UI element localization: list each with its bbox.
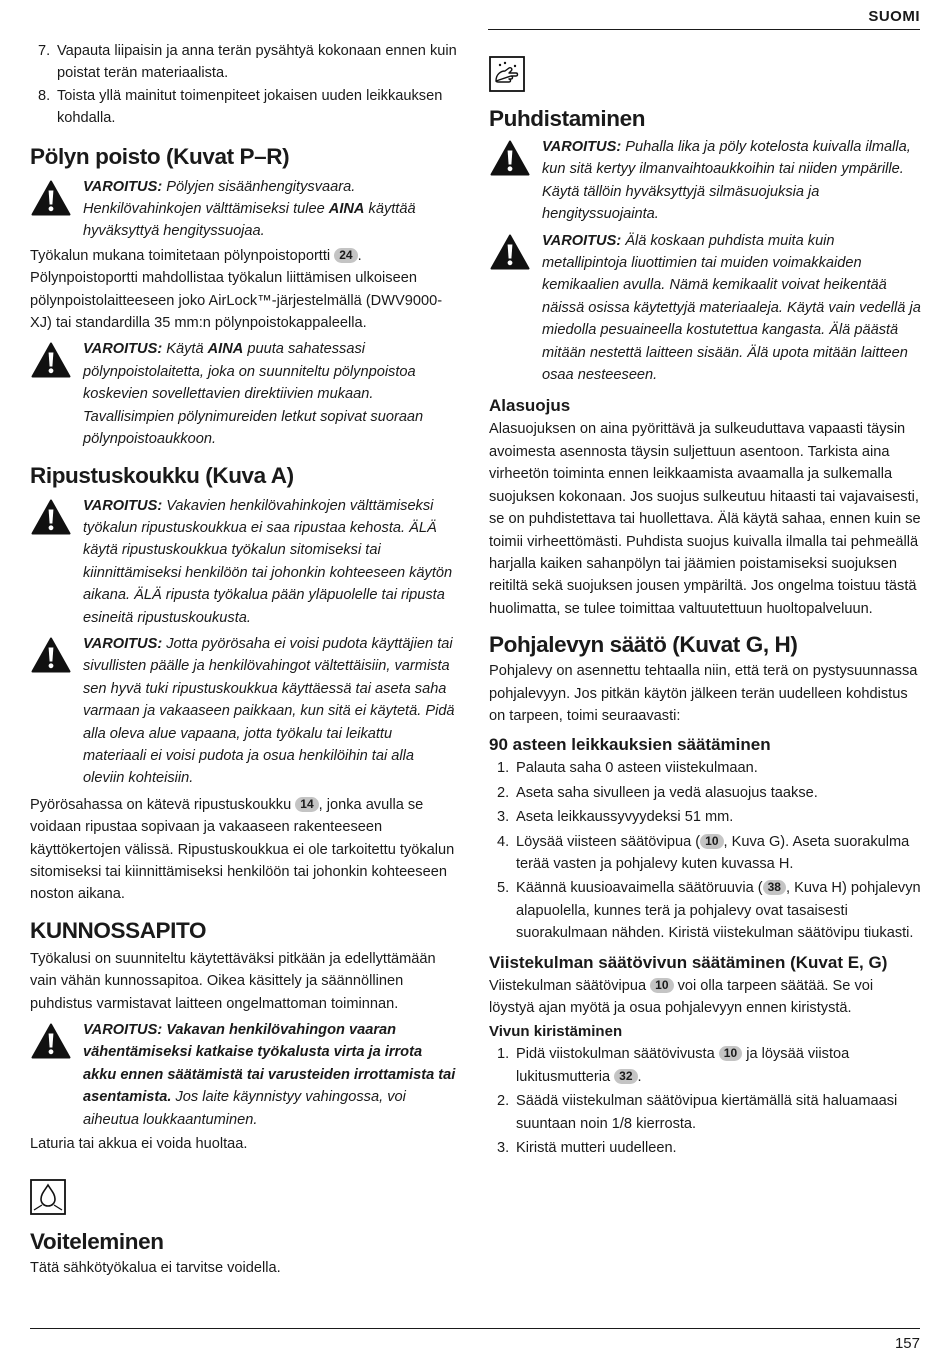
part-reference-badge: 10 [700, 834, 723, 849]
hang-hook-heading: Ripustuskoukku (Kuva A) [30, 462, 294, 488]
lever-tightening-heading: Vivun kiristäminen [489, 1023, 623, 1041]
warning-block: VAROITUS: Älä koskaan puhdista muita kuin metallipintoja liuottimien tai muiden voimakkaiden kemikaalien avulla. Nämä kemikaalit voivat heikentää näissä osissa käytettyjä materiaaleja. Käytä vain vedellä ja miedolla pesuaineella kostutettua kangasta. Älä päästä mitään nestettä laitteen sisään. Älä upota mitään laitteen osaa nesteeseen. [489, 230, 921, 387]
paragraph: Viistekulman säätövipua 10 voi olla tarpeen säätää. Se voi löystyä ajan myötä ja osua pohjalevyyn ennen kiristystä. [489, 977, 874, 1016]
list-item: 3. Kiristä mutteri uudelleen. [497, 1140, 677, 1157]
part-reference-badge: 24 [334, 248, 357, 263]
warning-icon [31, 637, 71, 673]
paragraph: Pyörösahassa on kätevä ripustuskoukku 14 , jonka avulla se voidaan ripustaa sopivaan ja vakaaseen rakenteeseen käyttökertojen välissä. Ripustuskoukkua ei ole tarkoitettu työkalun sitomiseksi tai kiinnittämiseksi henkilöön tai johonkin kohteeseen noston aikana. [30, 796, 455, 903]
part-reference-badge: 14 [295, 797, 318, 812]
page-number: 157 [894, 1335, 920, 1352]
paragraph: Pölynpoistoportti mahdollistaa työkalun liittämisen ulkoiseen pölynpoistolaitteeseen joko AirLock™-järjestelmällä (DWV9000-XJ) tai standardilla 35 mm:n pölynpoistokappaleella. [30, 270, 443, 332]
right-column [489, 40, 921, 1159]
paragraph: Alasuojuksen on aina pyörittävä ja sulkeuduttava vapaasti täysin avoimesta asennosta täysin suljettuun asentoon. Tarkista aina virheetön toiminta ennen leikkaamista avaamalla ja sulkemalla suojuksen kokonaan. Jos suojus sulkeutuu hitaasti tai vajavaisesti, se on puhdistettava tai huollettava. Älä käytä sahaa, ennen kuin se toimii virheettömästi. Puhdista suojus kuivalla ilmalla tai pehmeällä harjalla kaiken sahanpölyn tai jäämien poistamiseksi suojuksen reitiltä sekä suojuksen jousen ympäriltä. Jos ongelma toistuu tästä huolimatta, se tulee toimittaa valtuutettuun huoltopalveluun. [489, 421, 921, 617]
paragraph: Työkalun mukana toimitetaan pölynpoistoportti 24 . [30, 247, 362, 264]
list-item: 4. Löysää viisteen säätövipua ( 10 , Kuva G). Aseta suorakulma terää vasten ja pohjalevy kuten kuvassa H. [497, 833, 910, 872]
part-reference-badge: 38 [763, 880, 786, 895]
warning-block: VAROITUS: Pölyjen sisäänhengitysvaara. Henkilövahinkojen välttämiseksi tulee AINA käyttää hyväksyttyä hengityssuojaa. [30, 176, 458, 243]
page-language: SUOMI [868, 8, 920, 25]
warning-icon [490, 234, 530, 270]
shoe-adjustment-heading: Pohjalevyn säätö (Kuvat G, H) [489, 632, 798, 658]
warning-icon [31, 342, 71, 378]
list-item: 1. Pidä viistokulman säätövivusta 10 ja löysää viistoa lukitusmutteria 32 . [497, 1046, 850, 1085]
list-item: 3. Aseta leikkaussyvyydeksi 51 mm. [497, 809, 734, 826]
list-item: 2. Aseta saha sivulleen ja vedä alasuojus taakse. [497, 784, 818, 801]
warning-block: VAROITUS: Vakavan henkilövahingon vaaran vähentämiseksi katkaise työkalusta virta ja irrota akku ennen säätämistä tai varusteiden irrottamista tai asentamista. Jos laite käynnistyy vahingossa, voi aiheutua loukkaantuminen. [30, 1019, 458, 1131]
list-item: 1. Palauta saha 0 asteen viistekulmaan. [497, 760, 758, 777]
left-column [30, 40, 458, 1280]
oil-drop-icon [30, 1179, 66, 1215]
adjustment-90-heading: 90 asteen leikkauksien säätäminen [489, 735, 771, 755]
cleaning-icon [489, 56, 525, 92]
bevel-lever-heading: Viistekulman säätövivun säätäminen (Kuvat E, G) [489, 952, 888, 972]
warning-block: VAROITUS: Vakavien henkilövahinkojen välttämiseksi työkalun ripustuskoukkua ei saa ripustaa kehosta. ÄLÄ käytä ripustuskoukkua työkalun sitomiseksi tai kiinnittämiseksi henkilöön tai johonkin kohteeseen käytön aikana. ÄLÄ ripusta työkalua pään yläpuolelle tai ripusta esineitä ripustuskoukusta. [30, 495, 458, 629]
warning-icon [490, 140, 530, 176]
cleaning-heading: Puhdistaminen [489, 106, 646, 131]
lower-guard-heading: Alasuojus [489, 396, 571, 416]
paragraph: Pohjalevy on asennettu tehtaalla niin, että terä on pystysuunnassa pohjalevyyn. Jos pitkän käytön jälkeen terän uudelleen kohdistus on tarpeen, toimi seuraavasti: [489, 663, 918, 724]
part-reference-badge: 10 [719, 1046, 742, 1061]
paragraph: Tätä sähkötyökalua ei tarvitse voidella. [30, 1260, 281, 1277]
warning-icon [31, 180, 71, 216]
paragraph: Työkalusi on suunniteltu käytettäväksi pitkään ja edellyttämään vain vähän kunnossapitoa. Oikea käsittely ja säännöllinen puhdistus varmistavat laitteen ongelmattoman toiminnan. [30, 950, 436, 1012]
warning-block: VAROITUS: Puhalla lika ja pöly kotelosta kuivalla ilmalla, kun sitä kertyy ilmanvaihtoaukkoihin tai niiden ympärille. Käytä tällöin hyväksyttyjä silmäsuojuksia ja hengityssuojainta. [489, 136, 921, 226]
header-rule [488, 29, 920, 30]
warning-icon [31, 1023, 71, 1059]
list-item: 7. Vapauta liipaisin ja anna terän pysähtyä kokonaan ennen kuin poistat terän materiaalista. [38, 43, 457, 82]
part-reference-badge: 10 [650, 978, 673, 993]
warning-block: VAROITUS: Käytä AINA puuta sahatessasi pölynpoistolaitetta, joka on suunniteltu pölynpoistoa koskevien sovellettavien direktiivien mukaan. Tavallisimpien pölynimureiden letkut sopivat suoraan pölynpoistoaukkoon. [30, 338, 458, 450]
list-item: 2. Säädä viistekulman säätövipua kiertämällä sitä haluamaasi suuntaan noin 1/8 kierrosta. [497, 1093, 898, 1132]
lever-tightening-steps [489, 1043, 921, 1159]
warning-icon [31, 499, 71, 535]
maintenance-heading: KUNNOSSAPITO [30, 917, 207, 943]
part-reference-badge: 32 [614, 1069, 637, 1084]
adjustment-90-steps [489, 757, 921, 944]
lubrication-heading: Voiteleminen [30, 1229, 164, 1255]
dust-extraction-heading: Pölyn poisto (Kuvat P–R) [30, 143, 290, 169]
list-item: 5. Käännä kuusioavaimella säätöruuvia ( 38 , Kuva H) pohjalevyn alapuolella, kunnes terä ja pohjalevy ovat tasaisesti suorakulmaan nähden. Kiristä viistekulman säätövipu tiukasti. [497, 880, 921, 942]
list-item: 8. Toista yllä mainitut toimenpiteet jokaisen uuden leikkauksen kohdalla. [38, 87, 443, 127]
footer-rule [30, 1328, 920, 1329]
warning-block: VAROITUS: Jotta pyörösaha ei voisi pudota käyttäjien tai sivullisten päälle ja henkilövahingot vältettäisiin, varmista sen hyvä tuki ripustuskoukkua käyttäessä tai aseta saha varmaan ja vakaaseen paikkaan, kun sitä ei käytetä. Pidä alla oleva alue vapaana, jotta työkalu tai leikattu materiaali ei voisi pudota ja osua henkilöihin tai alla oleviin kohteisiin. [30, 633, 458, 790]
paragraph: Laturia tai akkua ei voida huoltaa. [30, 1136, 248, 1153]
continued-steps-list [30, 40, 458, 130]
